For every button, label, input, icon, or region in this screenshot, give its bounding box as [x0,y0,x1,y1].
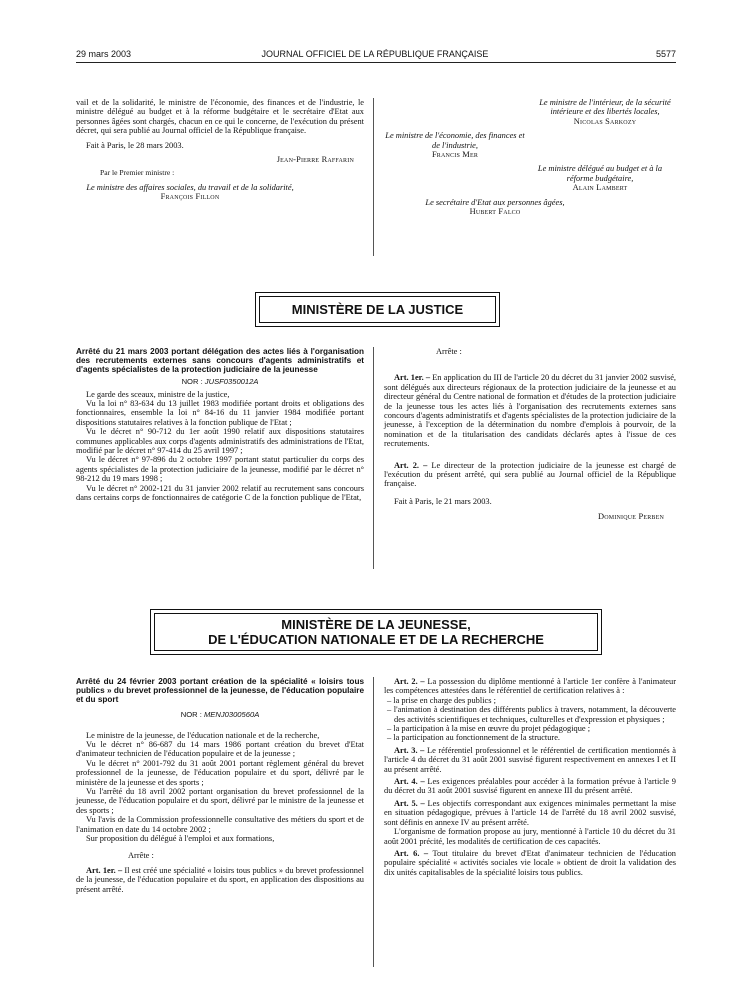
art2-text: Le directeur de la protection judiciaire de la jeunesse est chargé de l'exécution du présent arrêté, qui sera publié au Journal officiel de la République française. [384,460,677,489]
journal-title: JOURNAL OFFICIEL DE LA RÉPUBLIQUE FRANÇAISE [261,49,489,59]
minister-title: Le ministre des affaires sociales, du travail et de la solidarité, [86,182,294,192]
justice-art2 [384,461,676,489]
art2-label: Art. 2. – [394,460,428,470]
justice-p4: Vu le décret n° 97-896 du 2 octobre 1997 portant statut particulier du corps des agents spécialistes de la protection judiciaire de la jeunesse, modifié par le décret n° 98-212 du 19 mars 1998 ; [76,455,364,484]
justice-p3: Vu le décret n° 90-712 du 1er août 1990 relatif aux dispositions statutaires communes applicables aux corps d'agents administratifs des administrations de l'Etat, modifié par le décret n° 97-414 du 25 avril 1997 ; [76,427,364,456]
ministry-justice-box [255,292,500,327]
jeunesse-art6 [384,849,676,877]
header-rule [76,62,676,63]
ministry-jeunesse-box [150,609,602,655]
decree-ending-text: vail et de la solidarité, le ministre de l'économie, des finances et de l'industrie, le ministre délégué au budget et à la réforme budgétaire et le secrétaire d'Etat aux personnes âgées sont chargés, chacun en ce qui le concerne, de l'exécution du présent décret, qui sera publié au Journal officiel de la République française. [76,98,364,136]
justice-left-column [76,347,364,502]
jeunesse-left-column [76,677,364,894]
justice-arrete-word: Arrête : [436,347,462,356]
art5-label: Art. 5. – [394,798,425,808]
signatory-4-name: Hubert Falco [469,207,521,217]
jeunesse-p2: Vu le décret n° 86-687 du 14 mars 1986 portant création du brevet d'Etat d'animateur technicien de l'éducation populaire et de la jeunesse ; [76,740,364,759]
art6-text: Tout titulaire du brevet d'Etat d'animateur technicien de l'éducation populaire spécialité « activités sociales vie locale » obtient de droit la validation des dix unités capitalisables de la spécialité loisirs tous publics. [384,848,676,877]
justice-p1: Le garde des sceaux, ministre de la justice, [86,389,230,399]
jeunesse-art3 [384,746,676,774]
signatory-4-title: Le secrétaire d'Etat aux personnes âgées, [425,197,565,207]
jeunesse-arrete-word: Arrête : [128,851,154,861]
signatory-3-name: Alain Lambert [572,183,628,193]
art4-text: Les exigences préalables pour accéder à la formation prévue à l'article 9 du décret du 31 août 2001 susvisé figurent en annexe III du présent arrêté. [384,777,676,796]
ministry-jeunesse-heading-line2: DE L'ÉDUCATION NATIONALE ET DE LA RECHERCHE [208,632,544,647]
art1-text: En application du III de l'article 20 du décret du 31 janvier 2002 susvisé, sont délégués aux directeurs régionaux de la protection judiciaire de la jeunesse et au directeur général du Centre national de formation et d'études de la protection judiciaire de la jeunesse tous les actes liés à l'organisation des recrutements externes sans concours d'agents administratifs et d'agents spécialistes de la protection judiciaire de la jeunesse, à l'exception de la détermination du nombre d'emplois à pourvoir, de la nomination et de la titularisation des candidats déclarés aptes à l'issue de ces recrutements. [384,373,677,449]
justice-art1 [384,373,676,448]
justice-arrete-title: Arrêté du 21 mars 2003 portant délégation des actes liés à l'organisation des recrutements externes sans concours d'agents administratifs et d'agents spécialistes de la protection judiciaire de la jeunesse [76,347,364,375]
signatory-2-title: Le ministre de l'économie, des finances et de l'industrie, [385,131,525,150]
nor-label: NOR : [181,376,205,386]
column-divider-justice [373,347,374,569]
jeunesse-art4 [384,777,676,796]
list-item: – la participation au fonctionnement de la structure. [387,733,561,743]
list-item: – l'animation à destination des différents publics à travers, notamment, la découverte des activités scientifiques et techniques, culturelles et d'expression et physiques ; [387,705,676,724]
column-divider-top [373,98,374,256]
art1-label: Art. 1er. – [86,865,123,875]
jeunesse-nor [76,710,364,719]
par-le-line: Par le Premier ministre : [100,168,175,178]
justice-p2: Vu la loi n° 83-634 du 13 juillet 1983 modifiée portant droits et obligations des fonctionnaires, ensemble la loi n° 84-16 du 11 janvier 1984 modifiée portant dispositions statutaires relatives à la fonction publique de l'Etat ; [76,399,364,427]
signatory-1-title: Le ministre de l'intérieur, de la sécurité intérieure et des libertés locales, [539,98,671,117]
list-item: – la participation à la mise en œuvre du projet pédagogique ; [387,724,591,734]
signatory-3-title: Le ministre délégué au budget et à la réforme budgétaire, [537,164,663,183]
jeunesse-p1: Le ministre de la jeunesse, de l'éducation nationale et de la recherche, [86,730,320,740]
jeunesse-art5-p2: L'organisme de formation propose au jury, mentionné à l'article 10 du décret du 31 août 2001 précité, les modalités de certification de ces capacités. [384,827,676,846]
justice-right-column [384,347,676,522]
art2-label: Art. 2. – [394,677,425,686]
art1-label: Art. 1er. – [394,373,431,383]
nor-code: JUSF0350012A [204,376,259,386]
top-left-column [76,98,364,202]
jeunesse-p5: Vu l'avis de la Commission professionnelle consultative des métiers du sport et de l'animation en date du 14 octobre 2002 ; [76,815,364,834]
nor-label: NOR : [180,709,204,719]
justice-nor [76,377,364,386]
signatory-2-name: Francis Mer [431,150,479,160]
page-date: 29 mars 2003 [76,49,132,59]
art3-text: Le référentiel professionnel et le référentiel de certification mentionnés à l'article 4 du décret du 31 août 2001 susvisé figurent respectivement en annexes I et II au présent arrêté. [384,745,677,774]
list-item: – la prise en charge des publics ; [387,695,496,705]
justice-fait: Fait à Paris, le 21 mars 2003. [394,496,492,506]
column-divider-jeunesse [373,677,374,967]
justice-p5: Vu le décret n° 2002-121 du 31 janvier 2002 relatif au recrutement sans concours dans certains corps de fonctionnaires de catégorie C de la fonction publique de l'Etat, [76,483,364,503]
signatory-1-name: Nicolas Sarkozy [573,116,637,126]
art6-label: Art. 6. – [394,848,429,858]
art5-text: Les objectifs correspondant aux exigences minimales permettant la mise en situation pédagogique, prévues à l'article 14 de l'arrêté du 18 avril 2002 susvisé, sont définis en annexe IV au présent arrêté. [384,798,677,827]
jeunesse-art1 [76,866,364,894]
jeunesse-p6: Sur proposition du délégué à l'emploi et aux formations, [86,834,275,844]
fait-line: Fait à Paris, le 28 mars 2003. [86,140,184,150]
competence-list [384,696,676,743]
top-right-column [384,98,676,216]
nor-code: MENJ0300560A [203,709,260,719]
signer-name: Jean-Pierre Raffarin [276,155,354,165]
art4-label: Art. 4. – [394,777,425,787]
jeunesse-right-column [384,677,676,877]
jeunesse-art2 [384,677,676,696]
jeunesse-arrete-title: Arrêté du 24 février 2003 portant création de la spécialité « loisirs tous publics » du brevet professionnel de la jeunesse, de l'éducation populaire et du sport [76,677,364,705]
justice-signer: Dominique Perben [598,512,664,522]
jeunesse-p3: Vu le décret n° 2001-792 du 31 août 2001 portant règlement général du brevet professionnel de la jeunesse, de l'éducation populaire et du sport, délivré par le ministère de la jeunesse et des sports ; [76,758,364,787]
jeunesse-p4: Vu l'arrêté du 18 avril 2002 portant organisation du brevet professionnel de la jeunesse, de l'éducation populaire et du sport, délivré par le ministre de la jeunesse et des sports ; [76,787,364,815]
ministry-justice-heading: MINISTÈRE DE LA JUSTICE [291,302,464,317]
ministry-jeunesse-heading-line1: MINISTÈRE DE LA JEUNESSE, [281,617,471,632]
page-number: 5577 [655,49,676,59]
minister-name: François Fillon [160,192,220,202]
art3-label: Art. 3. – [394,745,425,755]
art1-text: Il est créé une spécialité « loisirs tous publics » du brevet professionnel de la jeunesse, de l'éducation populaire et du sport, en application des dispositions au présent arrêté. [76,865,365,894]
art2-text: La possession du diplôme mentionné à l'article 1er confère à l'animateur les compétences attestées dans le référentiel de certification relatives à : [384,677,676,696]
jeunesse-art5 [384,799,676,827]
